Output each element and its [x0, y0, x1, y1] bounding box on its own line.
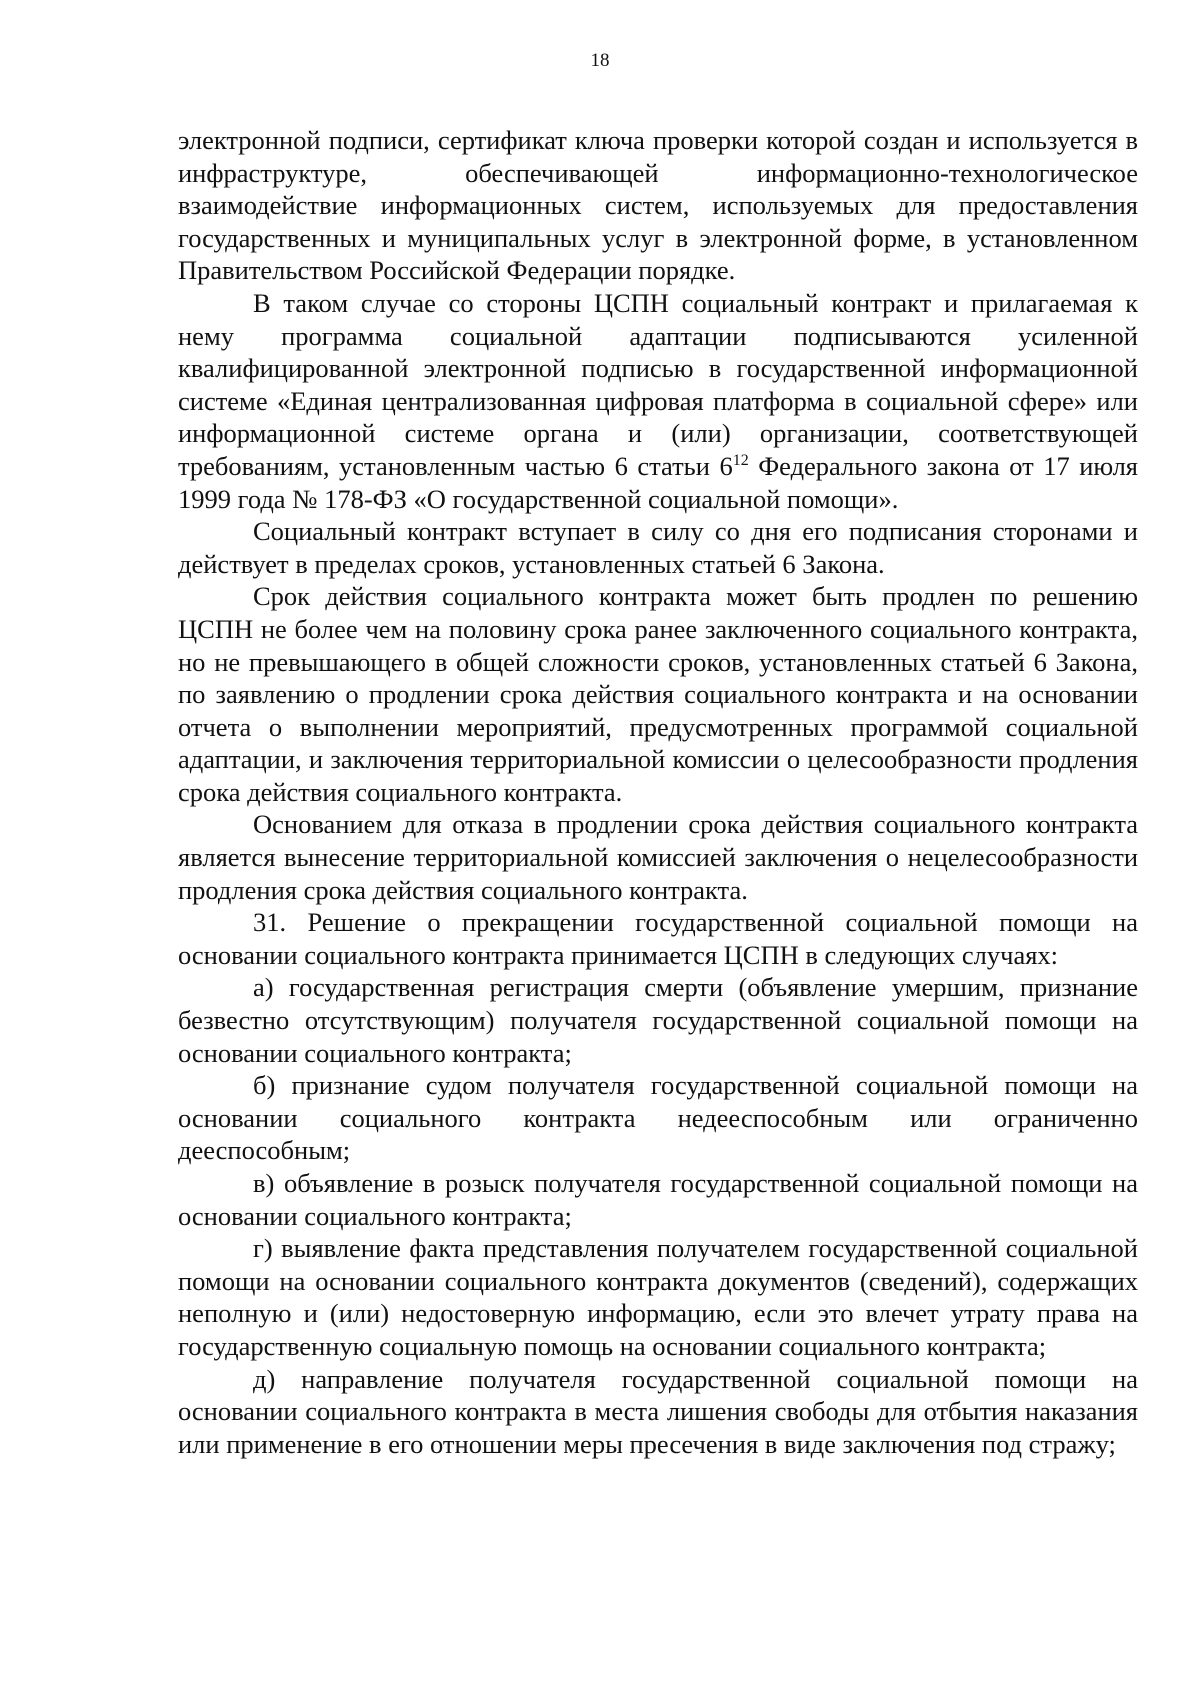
- list-item-g: г) выявление факта представления получателем государственной социальной помощи на основании социального контракта документов (сведений), содержащих неполную и (или) недостоверную информацию, если это влечет утрату права на государственную социальную помощь на основании социального контракта;: [178, 1233, 1138, 1361]
- paragraph-contract-effective: Социальный контракт вступает в силу со дня его подписания сторонами и действует в пределах сроков, установленных статьей 6 Закона.: [178, 516, 1138, 579]
- paragraph-electronic-signing: [178, 287, 1138, 515]
- list-item-a: а) государственная регистрация смерти (объявление умершим, признание безвестно отсутствующим) получателя государственной социальной помощи на основании социального контракта;: [178, 972, 1138, 1068]
- page-number: 18: [590, 50, 610, 71]
- paragraph-contract-extension: Срок действия социального контракта может быть продлен по решению ЦСПН не более чем на половину срока ранее заключенного социального контракта, но не превышающего в общей сложности сроков, установленных статьей 6 Закона, по заявлению о продлении срока действия социального контракта и на основании отчета о выполнении мероприятий, предусмотренных программой социальной адаптации, и заключения территориальной комиссии о целесообразности продления срока действия социального контракта.: [178, 581, 1138, 807]
- paragraph-extension-refusal: Основанием для отказа в продлении срока действия социального контракта является вынесение территориальной комиссией заключения о нецелесообразности продления срока действия социального контракта.: [178, 809, 1138, 905]
- list-item-v: в) объявление в розыск получателя государственной социальной помощи на основании социального контракта;: [178, 1168, 1138, 1231]
- paragraph-text: В таком случае со стороны ЦСПН социальный контракт и прилагаемая к нему программа социальной адаптации подписываются усиленной квалифицированной электронной подписью в государственной информационной системе «Единая централизованная цифровая платформа в социальной сфере» или информационной системе органа и (или) организации, соответствующей требованиям, установленным частью 6 статьи 6: [178, 287, 1138, 481]
- list-item-b: б) признание судом получателя государственной социальной помощи на основании социального контракта недееспособным или ограниченно дееспособным;: [178, 1070, 1138, 1166]
- paragraph-item-31: 31. Решение о прекращении государственной социальной помощи на основании социального контракта принимается ЦСПН в следующих случаях:: [178, 907, 1138, 970]
- superscript-number: 12: [732, 452, 749, 470]
- list-item-d: д) направление получателя государственной социальной помощи на основании социального контракта в места лишения свободы для отбытия наказания или применение в его отношении меры пресечения в виде заключения под стражу;: [178, 1363, 1138, 1459]
- paragraph-signature-continuation: электронной подписи, сертификат ключа проверки которой создан и используется в инфраструктуре, обеспечивающей информационно-технологическое взаимодействие информационных систем, используемых для предоставления государственных и муниципальных услуг в электронной форме, в установленном Правительством Российской Федерации порядке.: [178, 125, 1138, 286]
- paragraph-text-continued: Федерального закона от 17 июля 1999 года № 178-ФЗ «О государственной социальной помощи».: [178, 450, 1138, 514]
- document-body: [178, 124, 1138, 1460]
